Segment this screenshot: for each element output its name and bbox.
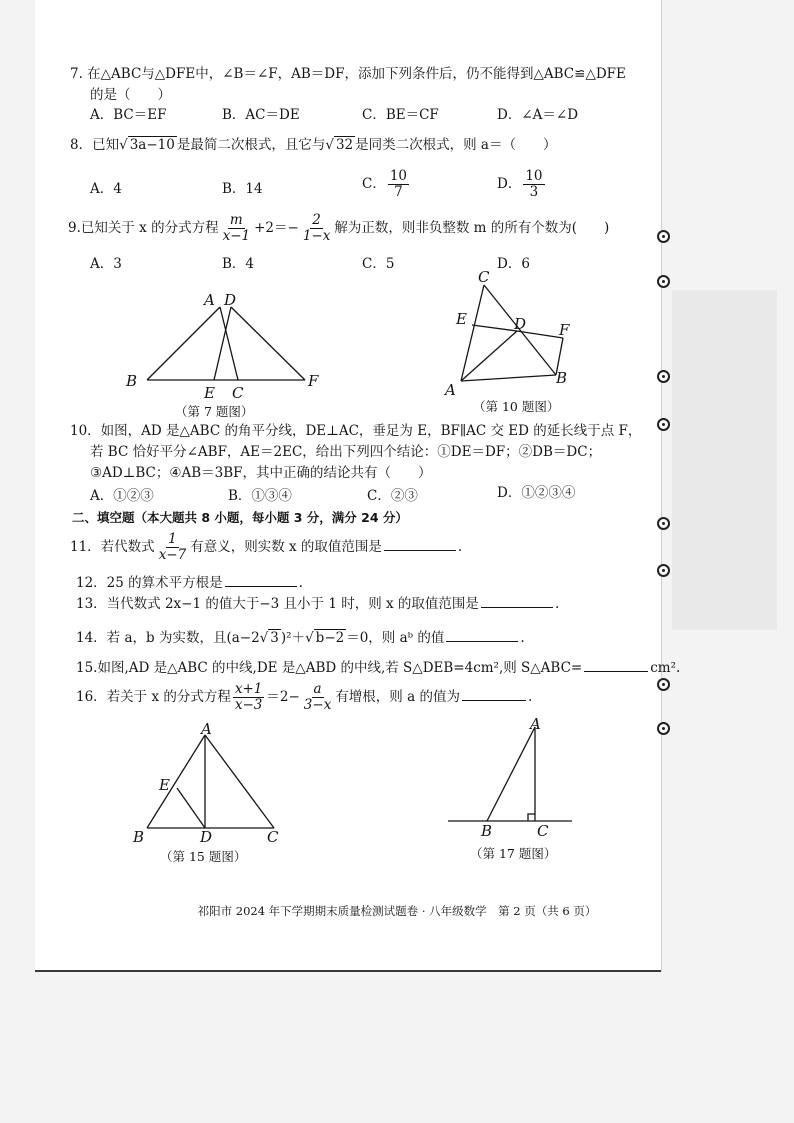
question-16: 16．若关于 x 的分式方程 $\frac{x+1}{x-3}$ ＝2− $\frac{a}{3-x}$ 有增根，则 a 的值为 .: [76, 681, 533, 713]
q8-option-a: A．4: [90, 181, 122, 197]
fig10-label-f: F: [559, 321, 570, 339]
q10-option-a: A．①②③: [90, 488, 154, 504]
answer-blank-12[interactable]: [225, 586, 297, 587]
fraction-a-over-3-x: $\frac{a}{3-x}$: [303, 681, 332, 713]
figure-17-diagram: [440, 715, 585, 840]
question-8-stem: 8．已知√ 3a−10 是最简二次根式，且它与√ 32 是同类二次根式，则 a＝（ ）: [70, 137, 557, 153]
fig7-label-b: B: [126, 372, 138, 390]
question-10-stem-cont2: ③AD⊥BC；④AB＝3BF，其中正确的结论共有（ ）: [90, 465, 432, 481]
fig17-caption: （第 17 题图）: [470, 846, 557, 861]
question-10-stem: 10．如图，AD 是△ABC 的角平分线，DE⊥AC，垂足为 E，BF∥AC 交 ED 的延长线于点 F，: [70, 423, 642, 439]
q7-option-b: B．AC＝DE: [222, 107, 300, 123]
fig10-label-d: D: [514, 315, 527, 333]
fig15-label-c: C: [267, 828, 279, 846]
binding-hole-icon: [657, 564, 670, 577]
fig10-caption: （第 10 题图）: [473, 399, 560, 414]
adjacent-sheet-shadow: [672, 290, 777, 630]
q7-option-a: A．BC＝EF: [90, 107, 167, 123]
q10-option-d: D．①②③④: [497, 485, 576, 501]
q8-option-b: B．14: [222, 181, 263, 197]
figure-7-diagram: [110, 285, 340, 405]
answer-blank-11[interactable]: [384, 550, 456, 551]
q9-option-a: A．3: [90, 256, 122, 272]
question-14: 14．若 a，b 为实数，且(a−2√ 3 )²＋√ b−2 ＝0，则 aᵇ 的值 .: [76, 630, 525, 646]
question-15: 15.如图,AD 是△ABC 的中线,DE 是△ABD 的中线,若 S△DEB=4cm²,则 S△ABC= cm².: [76, 660, 681, 676]
q10-option-c: C．②③: [367, 488, 418, 504]
question-11: 11．若代数式 $\frac{1}{x-7}$ 有意义，则实数 x 的取值范围是 .: [70, 531, 463, 563]
radical-3: 3: [270, 630, 279, 646]
fig10-label-b: B: [556, 369, 568, 387]
fraction-2-over-1-x: $\frac{2}{1-x}$: [302, 212, 331, 244]
binding-hole-icon: [657, 517, 670, 530]
fig10-label-e: E: [456, 310, 467, 328]
fig7-label-f: F: [308, 372, 319, 390]
fraction-1-over-x-7: $\frac{1}{x-7}$: [158, 531, 187, 563]
q10-option-b: B．①③④: [228, 488, 292, 504]
q9-option-b: B．4: [222, 256, 255, 272]
q8-option-d: D． $\frac{10}{3}$: [497, 168, 543, 200]
binding-hole-icon: [657, 678, 670, 691]
fig15-caption: （第 15 题图）: [160, 849, 247, 864]
fig17-label-b: B: [481, 822, 493, 840]
q7-option-c: C．BE＝CF: [362, 107, 439, 123]
answer-blank-13[interactable]: [481, 607, 553, 608]
fraction-10-3: $\frac{10}{3}$: [525, 168, 543, 200]
answer-blank-15[interactable]: [584, 671, 648, 672]
fraction-x1-over-x3: $\frac{x+1}{x-3}$: [234, 681, 263, 713]
question-13: 13．当代数式 2x−1 的值大于−3 且小于 1 时，则 x 的取值范围是 .: [76, 596, 560, 612]
binding-hole-icon: [657, 370, 670, 383]
fraction-m-over-x-1: $\frac{m}{x-1}$: [222, 212, 251, 244]
fig15-label-d: D: [200, 828, 213, 846]
fig15-label-e: E: [159, 776, 170, 794]
fig10-label-c: C: [478, 268, 490, 286]
fig7-label-e: E: [204, 384, 215, 402]
question-7-stem-cont: 的是（ ）: [90, 87, 171, 103]
radical-32: 32: [335, 137, 354, 153]
fig17-label-a: A: [530, 715, 541, 733]
fraction-10-7: $\frac{10}{7}$: [389, 168, 408, 200]
fig17-label-c: C: [537, 822, 549, 840]
binding-hole-icon: [657, 275, 670, 288]
question-10-stem-cont: 若 BC 恰好平分∠ABF，AE＝2EC，给出下列四个结论：①DE＝DF；②DB＝DC；: [90, 444, 602, 460]
binding-hole-icon: [657, 418, 670, 431]
figure-15-diagram: [125, 722, 295, 847]
page-bottom-edge: [35, 970, 661, 972]
question-7-stem: 7. 在△ABC与△DFE中，∠B＝∠F，AB＝DF，添加下列条件后，仍不能得到△ABC≌△DFE: [70, 66, 626, 82]
page-footer: 祁阳市 2024 年下学期期末质量检测试题卷 · 八年级数学 第 2 页（共 6 页）: [197, 904, 597, 918]
q7-option-d: D．∠A＝∠D: [497, 107, 579, 123]
q8-option-c: C． $\frac{10}{7}$: [362, 168, 408, 200]
answer-blank-16[interactable]: [462, 700, 526, 701]
fig7-caption: （第 7 题图）: [175, 404, 254, 419]
section-2-heading: 二、填空题（本大题共 8 小题，每小题 3 分，满分 24 分）: [72, 510, 408, 525]
answer-blank-14[interactable]: [446, 641, 518, 642]
fig15-label-b: B: [133, 828, 145, 846]
fig7-label-c: C: [232, 384, 244, 402]
question-12: 12．25 的算术平方根是 .: [76, 575, 303, 591]
fig15-label-a: A: [201, 722, 212, 738]
figure-10-diagram: [440, 268, 590, 398]
radical-3a-10: 3a−10: [129, 137, 175, 153]
fig10-label-a: A: [445, 381, 456, 398]
binding-hole-icon: [657, 722, 670, 735]
binding-hole-icon: [657, 230, 670, 243]
q9-option-d: D．6: [497, 256, 530, 272]
radical-b-2: b−2: [315, 630, 345, 646]
fig7-label-d: D: [224, 291, 237, 309]
fig7-label-a: A: [204, 291, 215, 309]
question-9-stem: 9.已知关于 x 的分式方程 $\frac{m}{x-1}$ +2＝− $\frac{2}{1-x}$ 解为正数，则非负整数 m 的所有个数为( ): [68, 212, 610, 244]
q9-option-c: C．5: [362, 256, 395, 272]
